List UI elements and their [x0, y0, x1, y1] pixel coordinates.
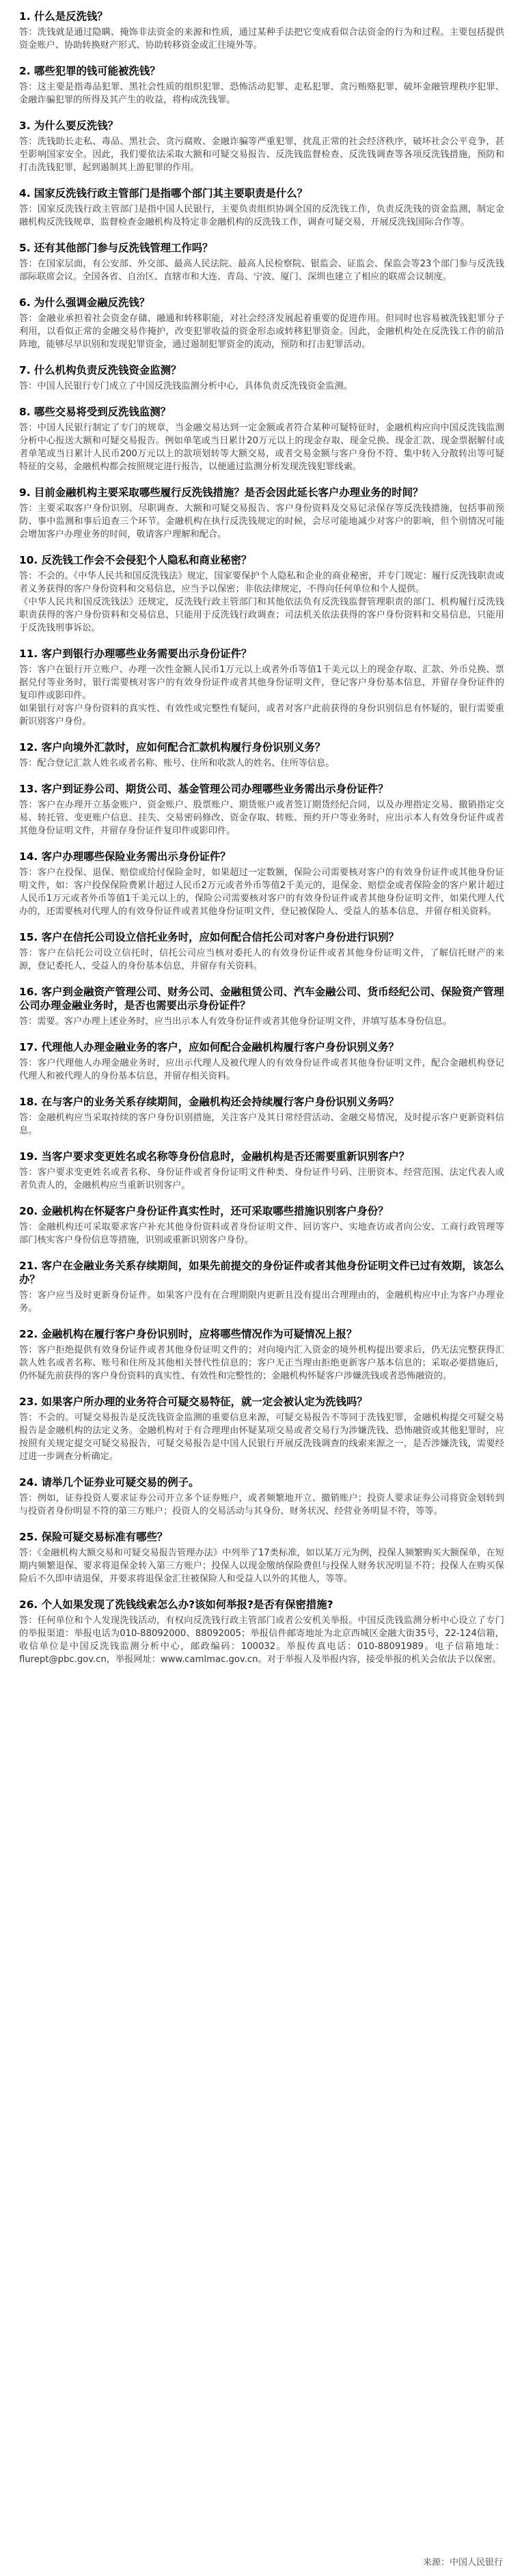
- faq-question: 22. 金融机构在履行客户身份识别时，应将哪些情况作为可疑情况上报？: [19, 1328, 357, 1340]
- faq-answer-paragraph: 答：客户在信托公司设立信托时，信托公司应当核对委托人的有效身份证件或者其他身份证明文件，了解信托财产的来源，登记委托人、受益人的身份基本信息，并留存有关资料。: [19, 948, 504, 971]
- faq-answer-paragraph: 答：洗钱就是通过隐瞒、掩饰非法资金的来源和性质，通过某种手法把它变成看似合法资金的行为和过程。主要包括提供资金账户、协助转换财产形式、协助转移资金或汇往境外等。: [19, 27, 504, 51]
- faq-answer: [19, 1547, 504, 1585]
- faq-answer-paragraph: 答：客户在银行开立账户、办理一次性金额人民币1万元以上或者外币等值1千美元以上的现金存取、汇款、外币兑换、票据兑付等业务时，银行需要核对客户的有效身份证件或者其他身份证明文件，登记客户身份基本信息，并留存身份证件的复印件或影印件。: [19, 665, 504, 701]
- faq-question: 9. 目前金融机构主要采取哪些履行反洗钱措施？是否会因此延长客户办理业务的时间？: [19, 486, 424, 499]
- faq-item: [19, 930, 504, 973]
- faq-answer: [19, 799, 504, 837]
- faq-question: 4. 国家反洗钱行政主管部门是指哪个部门其主要职责是什么？: [19, 187, 308, 199]
- faq-answer-paragraph: 答：不会的。《中华人民共和国反洗钱法》规定，国家要保护个人隐私和企业的商业秘密，并专门规定：履行反洗钱职责或者义务获得的客户身份资料和交易信息，应当予以保密；非依法律规定，不得向任何单位和个人提供。: [19, 571, 504, 594]
- faq-question: 5. 还有其他部门参与反洗钱管理工作吗？: [19, 242, 213, 254]
- faq-item: [19, 647, 504, 728]
- faq-answer: [19, 203, 504, 229]
- faq-item: [19, 64, 504, 107]
- faq-item: [19, 10, 504, 52]
- faq-answer-paragraph: 答：任何单位和个人发现洗钱活动，有权向反洗钱行政主管部门或者公安机关举报。中国反洗钱监测分析中心设立了专门的举报渠道：举报电话为010-88092000、88092005；举报信件邮寄地址为北京西城区金融大街35号，22-124信箱，收信单位是中国反洗钱监测分析中心，邮政编码：100032。举报传真电话：010-88091989。电子信箱地址：flurept@pbc.gov.cn，举报网址：www.camlmac.gov.cn。对于举报人及举报内容，接受举报的机关会依法予以保密。: [19, 1616, 504, 1665]
- faq-question: 24. 请举几个证券业可疑交易的例子。: [19, 1476, 200, 1488]
- faq-answer-paragraph: 答：洗钱助长走私、毒品、黑社会、贪污腐败、金融诈骗等严重犯罪，扰乱正常的社会经济秩序，破坏社会公平竞争，甚至影响国家安全。因此，我们要依法采取大额和可疑交易报告、反洗钱监督检查、反洗钱调查等各项反洗钱措施，预防和打击洗钱犯罪，起到遏制其上游犯罪的作用。: [19, 137, 504, 173]
- faq-question: 13. 客户到证券公司、期货公司、基金管理公司办理哪些业务需出示身份证件？: [19, 783, 389, 795]
- faq-answer-paragraph: 答：国家反洗钱行政主管部门是指中国人民银行，主要负责组织协调全国的反洗钱工作，负责反洗钱的资金监测，制定金融机构反洗钱规章，监督检查金融机构及特定非金融机构的反洗钱工作，调查可疑交易，开展反洗钱国际合作等。: [19, 204, 504, 227]
- faq-question: 6. 为什么强调金融反洗钱？: [19, 296, 150, 309]
- faq-answer: [19, 947, 504, 973]
- faq-answer-paragraph: 答：客户在办理开立基金账户、资金账户、股票账户、期货账户或者签订期货经纪合同，以及办理指定交易、撤销指定交易、转托管、变更账户信息、挂失、交易密码修改、资金存取、转账、预约开户等业务时，应出示本人有效身份证件或者其他身份证明文件，并留存身份证件复印件或影印件。: [19, 800, 504, 836]
- faq-item: [19, 1095, 504, 1137]
- faq-item: [19, 553, 504, 635]
- faq-answer: [19, 258, 504, 283]
- faq-question: 2. 哪些犯罪的钱可能被洗钱？: [19, 65, 161, 77]
- faq-question: 20. 金融机构在怀疑客户身份证件真实性时，还可采取哪些措施识别客户身份？: [19, 1205, 389, 1217]
- faq-answer-paragraph: 答：需要。客户办理上述业务时，应当出示本人有效身份证件或者其他身份证明文件，并填写基本身份信息。: [19, 1016, 452, 1027]
- faq-answer-paragraph: 《中华人民共和国反洗钱法》还规定，反洗钱行政主管部门和其他依法负有反洗钱监督管理职责的部门、机构履行反洗钱职责获得的客户身份资料和交易信息，只能用于反洗钱行政调查；司法机关依法获得的客户身份资料和交易信息，只能用于反洗钱刑事诉讼。: [19, 597, 504, 633]
- faq-answer: [19, 757, 504, 770]
- faq-question: 19. 当客户要求变更姓名或名称等身份信息时，金融机构是否还需要重新识别客户？: [19, 1150, 410, 1163]
- faq-answer: [19, 1015, 504, 1028]
- faq-answer: [19, 663, 504, 728]
- faq-answer-paragraph: 答：中国人民银行制定了专门的规章，当金融交易达到一定金额或者符合某种可疑特征时，金融机构应向中国反洗钱监测分析中心报送大额和可疑交易报告。例如单笔或当日累计20万元以上的现金存取、现金兑换、现金汇款、现金票据解付或者单笔或当日累计人民币200万元以上的款项划转等大额交易，或者交易金额与客户身份不符、集中转入分散转出等可疑特征的交易，金融机构都会按照规定进行报告，以便通过监测分析发现洗钱犯罪线索。: [19, 423, 504, 472]
- faq-item: [19, 1327, 504, 1383]
- faq-item: [19, 1598, 504, 1666]
- faq-question: 25. 保险可疑交易标准有哪些？: [19, 1531, 168, 1543]
- faq-question: 1. 什么是反洗钱？: [19, 10, 108, 23]
- faq-answer: [19, 312, 504, 351]
- faq-answer-paragraph: 答：客户拒绝提供有效身份证件或者其他身份证明文件的；对向境内汇入资金的境外机构提出要求后，仍无法完整获得汇款人姓名或者名称、账号和住所及其他相关替代性信息的；客户无正当理由拒绝更新客户基本信息的；采取必要措施后，仍怀疑先前获得的客户身份资料的真实性、有效性和完整性的；金融机构怀疑客户涉嫌洗钱或者恐怖融资的。: [19, 1345, 504, 1381]
- faq-answer: [19, 26, 504, 52]
- faq-question: 26. 个人如果发现了洗钱线索怎么办?该如何举报?是否有保密措施?: [19, 1598, 333, 1611]
- faq-answer-paragraph: 答：客户在投保、退保、赔偿或给付保险金时，如果超过一定数额，保险公司需要核对客户的有效身份证件或其他身份证明文件，如：客户投保保险费累计超过人民币2万元或者外币等值2千美元的，退保金、赔偿金或者保险金的客户累计超过人民币1万元或者外币等值1千美元以上的，保险公司需要核对客户的有效身份证件或者其他身份证明文件，如果代理人代办的，还需要核对代理人的有效身份证件或者其他身份证明文件，登记被保险人、受益人的基本信息，并留存相关资料。: [19, 868, 504, 917]
- faq-answer: [19, 81, 504, 107]
- faq-answer-paragraph: 答：在国家层面，有公安部、外交部、最高人民法院、最高人民检察院、银监会、证监会、保监会等23个部门参与反洗钱部际联席会议。全国各省、自治区、直辖市和大连、青岛、宁波、厦门、深圳也建立了相应的联席会议制度。: [19, 259, 504, 282]
- faq-answer-paragraph: 答：主要采取客户身份识别、尽职调查、大额和可疑交易报告、客户身份资料及交易记录保存等反洗钱措施，包括事前预防、事中监测和事后追查三个环节。金融机构在执行反洗钱规定的时候，会尽可能地减少对客户的影响，但个别情况可能会增加客户办理业务的时间，敬请客户理解和配合。: [19, 503, 504, 540]
- faq-answer-paragraph: 答：例如，证券投资人要求证券公司开立多个证券账户，或者频繁地开立、撤销账户；投资人要求证券公司将资金划转到与投资者身份明显不符的第三方账户；投资人的交易活动与其身份、财务状况、经营业务明显不符，等等。: [19, 1493, 504, 1516]
- faq-answer: [19, 866, 504, 918]
- faq-question: 12. 客户向境外汇款时，应如何配合汇款机构履行身份识别义务？: [19, 741, 326, 753]
- faq-item: [19, 296, 504, 351]
- faq-answer: [19, 1492, 504, 1518]
- faq-item: [19, 782, 504, 837]
- faq-answer-paragraph: 答：这主要是指毒品犯罪、黑社会性质的组织犯罪、恐怖活动犯罪、走私犯罪、贪污贿赂犯罪、破坏金融管理秩序犯罪、金融诈骗犯罪的所得及其产生的收益，将构成洗钱罪。: [19, 82, 504, 105]
- faq-answer: [19, 1166, 504, 1192]
- faq-item: [19, 1150, 504, 1192]
- faq-item: [19, 486, 504, 541]
- faq-answer-paragraph: 答：客户要求变更姓名或者名称、身份证件或者身份证明文件种类、身份证件号码、注册资本、经营范围、法定代表人或者负责人的，金融机构应当重新识别客户。: [19, 1167, 504, 1191]
- faq-answer-paragraph: 答：配合登记汇款人姓名或者名称、账号、住所和收款人的姓名、住所等信息。: [19, 758, 335, 768]
- faq-list: [19, 10, 504, 1666]
- faq-answer-paragraph: 答：不会的。可疑交易报告是反洗钱资金监测的重要信息来源，可疑交易报告不等同于洗钱犯罪，金融机构提交可疑交易报告是金融机构的法定义务。金融机构对于有合理理由怀疑某项交易或者交易行为涉嫌洗钱、恐怖融资或其他犯罪时，应按照有关规定提交可疑交易报告，可疑交易报告是中国人民银行开展反洗钱调查的线索来源之一，是否涉嫌洗钱，需要经过进一步调查分析确定。: [19, 1413, 504, 1462]
- faq-item: [19, 1476, 504, 1518]
- faq-item: [19, 740, 504, 770]
- faq-question: 16. 客户到金融资产管理公司、财务公司、金融租赁公司、汽车金融公司、货币经纪公司、保险资产管理公司办理金融业务时，是否也需要出示身份证件？: [19, 986, 504, 1012]
- faq-answer-paragraph: 答：金融机构还可采取要求客户补充其他身份资料或者身份证明文件、回访客户、实地查访或者向公安、工商行政管理等部门核实客户身份信息等措施，识别或重新识别客户身份。: [19, 1222, 504, 1245]
- faq-answer: [19, 1289, 504, 1315]
- faq-answer: [19, 421, 504, 473]
- faq-answer-paragraph: 答：客户代理他人办理金融业务时，应出示代理人及被代理人的有效身份证件或者其他身份证明文件，配合金融机构登记代理人和被代理人的身份基本信息，并留存相关资料。: [19, 1058, 504, 1081]
- faq-question: 23. 如果客户所办理的业务符合可疑交易特征，就一定会被认定为洗钱吗？: [19, 1396, 368, 1408]
- faq-answer-paragraph: 答：客户应当及时更新身份证件。如果客户没有在合理期限内更新且没有提出合理理由的，金融机构应中止为客户办理业务。: [19, 1290, 504, 1314]
- faq-item: [19, 850, 504, 918]
- faq-answer: [19, 1111, 504, 1137]
- faq-answer: [19, 380, 504, 393]
- faq-question: 14. 客户办理哪些保险业务需出示身份证件？: [19, 850, 231, 863]
- faq-answer: [19, 570, 504, 635]
- faq-question: 15. 客户在信托公司设立信托业务时，应如何配合信托公司对客户身份进行识别？: [19, 931, 399, 943]
- faq-answer: [19, 502, 504, 541]
- faq-item: [19, 1530, 504, 1585]
- faq-item: [19, 363, 504, 393]
- source-note: 来源：中国人民银行: [422, 2558, 503, 2568]
- faq-item: [19, 985, 504, 1028]
- faq-answer: [19, 1614, 504, 1666]
- faq-answer: [19, 1411, 504, 1463]
- faq-answer-paragraph: 答：金融业承担着社会资金存储、融通和转移职能，对社会经济发展起着重要的促进作用。但同时也容易被洗钱犯罪分子利用，以看似正常的金融交易作掩护，改变犯罪收益的资金形态或转移犯罪资金。因此，金融机构处在反洗钱工作的前沿阵地，能够尽早识别和发现犯罪资金，通过遏制犯罪资金的流动，预防和打击犯罪活动。: [19, 314, 504, 350]
- faq-answer-paragraph: 答：中国人民银行专门成立了中国反洗钱监测分析中心，具体负责反洗钱资金监测。: [19, 381, 353, 391]
- faq-question: 18. 在与客户的业务关系存续期间，金融机构还会持续履行客户身份识别义务吗？: [19, 1096, 399, 1108]
- faq-item: [19, 1259, 504, 1315]
- faq-answer-paragraph: 答：《金融机构大额交易和可疑交易报告管理办法》中列举了17类标准，如以某万元为例，投保人频繁购买大额保单，在短期内频繁退保、要求将退保金转入第三方账户；投保人以现金缴纳保险费但与投保人财务状况明显不符；投保人在购买保险后不久即申请退保，并要求将退保金汇往被保险人和受益人以外的其他人，等等。: [19, 1548, 504, 1584]
- faq-item: [19, 241, 504, 283]
- faq-item: [19, 1040, 504, 1083]
- faq-item: [19, 1204, 504, 1247]
- faq-item: [19, 1395, 504, 1463]
- faq-answer-paragraph: 如果银行对客户身份资料的真实性、有效性或完整性有疑问，或者对客户此前获得的身份识别信息有怀疑的，银行需要重新识别客户身份。: [19, 704, 504, 727]
- faq-question: 17. 代理他人办理金融业务的客户，应如何配合金融机构履行客户身份识别义务？: [19, 1041, 399, 1053]
- faq-answer: [19, 135, 504, 174]
- faq-item: [19, 405, 504, 473]
- faq-question: 10. 反洗钱工作会不会侵犯个人隐私和商业秘密？: [19, 554, 252, 566]
- faq-question: 11. 客户到银行办理哪些业务需要出示身份证件？: [19, 648, 252, 660]
- faq-item: [19, 186, 504, 229]
- faq-question: 8. 哪些交易将受到反洗钱监测？: [19, 406, 171, 418]
- faq-answer-paragraph: 答：金融机构应当采取持续的客户身份识别措施，关注客户及其日常经营活动、金融交易情况，及时提示客户更新资料信息。: [19, 1113, 504, 1136]
- faq-question: 7. 什么机构负责反洗钱资金监测？: [19, 364, 182, 376]
- faq-question: 3. 为什么要反洗钱？: [19, 120, 119, 132]
- faq-question: 21. 客户在金融业务关系存续期间，如果先前提交的身份证件或者其他身份证明文件已过有效期，该怎么办？: [19, 1260, 504, 1286]
- faq-answer: [19, 1221, 504, 1247]
- faq-answer: [19, 1057, 504, 1083]
- faq-answer: [19, 1344, 504, 1383]
- faq-item: [19, 119, 504, 174]
